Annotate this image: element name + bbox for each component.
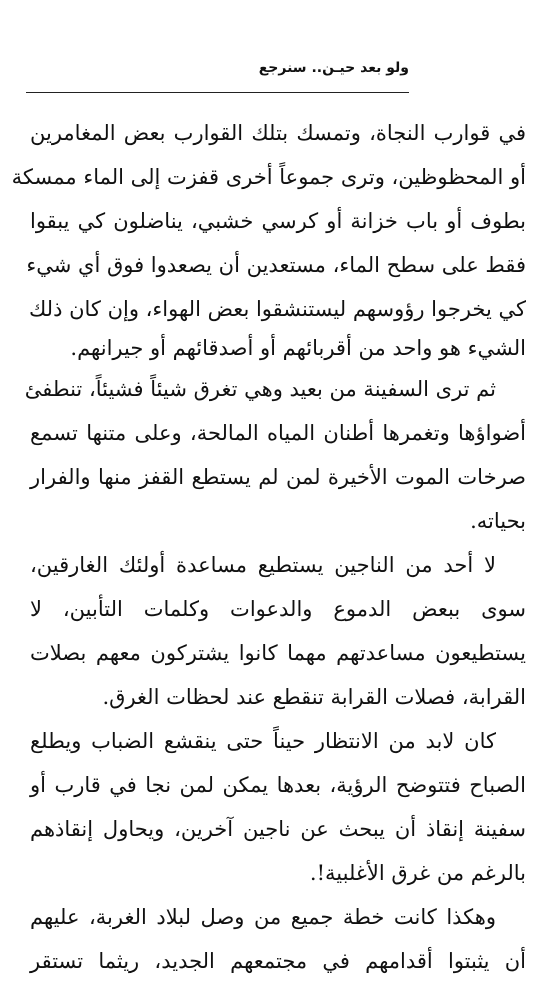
text-line: بطوف أو باب خزانة أو كرسي خشبي، يناضلون كي يبقوا: [30, 209, 526, 233]
text-line: كان لابد من الانتظار حيناً حتى ينقشع الضباب ويطلع: [30, 729, 496, 753]
text-line: ثم ترى السفينة من بعيد وهي تغرق شيئاً فشيئاً، تنطفئ: [24, 377, 496, 401]
text-line: بحياته.: [470, 509, 526, 533]
text-line: سوى ببعض الدموع والدعوات وكلمات التأبين، لا: [30, 597, 526, 621]
text-line: أن يثبتوا أقدامهم في مجتمعهم الجديد، ريثما تستقر: [30, 949, 526, 973]
text-line: أو المحظوظين، وترى جموعاً أخرى قفزت إلى الماء ممسكة: [11, 165, 526, 189]
text-line: يستطيعون مساعدتهم مهما كانوا يشتركون معهم بصلات: [30, 641, 526, 665]
text-line: صرخات الموت الأخيرة لمن لم يستطع القفز منها والفرار: [30, 465, 526, 489]
text-line: أضواؤها وتغمرها أطنان المياه المالحة، وعلى متنها تسمع: [30, 421, 526, 445]
running-header: ولو بعد حيـن.. سنرجع: [258, 60, 409, 76]
header-rule: [26, 92, 409, 93]
text-line: الصباح فتتوضح الرؤية، بعدها يمكن لمن نجا في قارب أو: [30, 773, 526, 797]
text-line: وهكذا كانت خطة جميع من وصل لبلاد الغربة، عليهم: [30, 905, 496, 929]
text-line: في قوارب النجاة، وتمسك بتلك القوارب بعض المغامرين: [30, 121, 526, 145]
text-line: بالرغم من غرق الأغلبية!.: [309, 861, 526, 885]
text-line: فقط على سطح الماء، مستعدين أن يصعدوا فوق أي شيء: [26, 253, 526, 277]
text-line: القرابة، فصلات القرابة تنقطع عند لحظات الغرق.: [102, 685, 526, 709]
text-line: لا أحد من الناجين يستطيع مساعدة أولئك الغارقين،: [30, 553, 496, 577]
text-line: كي يخرجوا رؤوسهم ليستنشقوا بعض الهواء، وإن كان ذلك: [28, 297, 526, 321]
text-line: الشيء هو واحد من أقربائهم أو أصدقائهم أو جيرانهم.: [70, 336, 526, 360]
text-line: سفينة إنقاذ أن يبحث عن ناجين آخرين، ويحاول إنقاذهم: [30, 817, 526, 841]
